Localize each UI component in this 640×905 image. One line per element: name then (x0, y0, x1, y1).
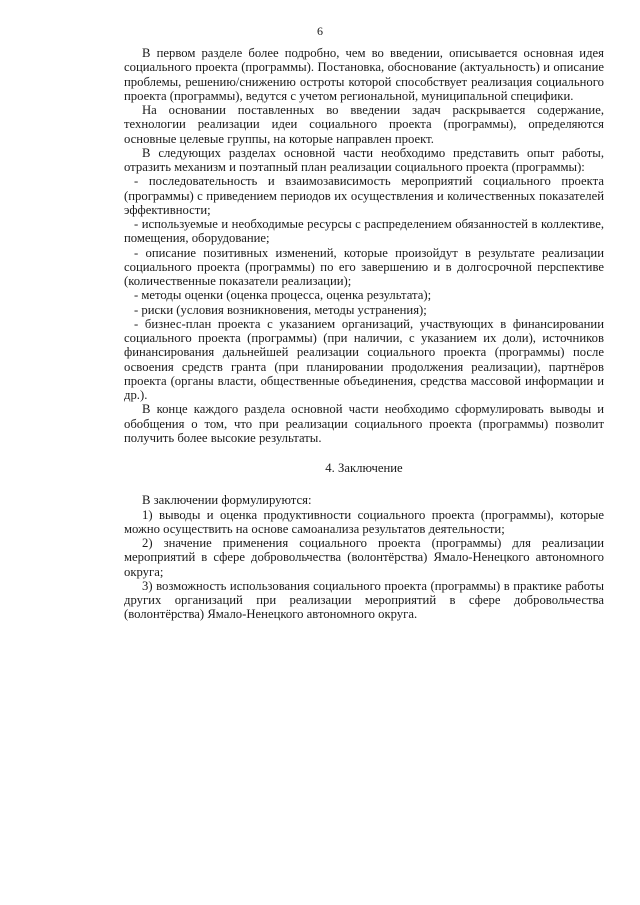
paragraph-tasks: На основании поставленных во введении задач раскрывается содержание, технологии реализации идеи социального проекта (программы), определяются основные целевые группы, на которые направлен проект. (124, 103, 604, 146)
paragraph-intro: В первом разделе более подробно, чем во введении, описывается основная идея социального проекта (программы). Постановка, обоснование (актуальность) и описание проблемы, решению/снижению остроты которой способствует реализация социального проекта (программы), ведутся с учетом региональной, муниципальной специфики. (124, 46, 604, 103)
section-heading-conclusion: 4. Заключение (325, 461, 403, 475)
list-item-sequence: - последовательность и взаимозависимость мероприятий социального проекта (программы) с приведением периодов их осуществления и количественных показателей эффективности; (124, 174, 604, 217)
list-item-evaluation-methods: - методы оценки (оценка процесса, оценка результата); (134, 288, 432, 303)
list-item-positive-changes: - описание позитивных изменений, которые произойдут в результате реализации социального проекта (программы) по его завершению и в долгосрочной перспективе (количественные показатели реализации); (124, 245, 604, 288)
conclusion-intro: В заключении формулируются: (142, 493, 312, 508)
list-item-business-plan: - бизнес-план проекта с указанием организаций, участвующих в финансировании социального проекта (программы) (при наличии, с указанием их доли), источников финансирования дальнейшей реализации социального проекта (программы) после освоения средств гранта (при планировании продолжения реализации), партнёров проекта (органы власти, общественные объединения, средства массовой информации и др.). (124, 316, 604, 402)
main-section-text (124, 46, 604, 622)
paragraph-next-sections: В следующих разделах основной части необходимо представить опыт работы, отразить механизм и поэтапный план реализации социального проекта (программы): (124, 145, 604, 174)
conclusion-item-3: 3) возможность использования социального проекта (программы) в практике работы других организаций при реализации мероприятий в сфере добровольчества (волонтёрства) Ямало-Ненецкого автономного округа. (124, 578, 604, 622)
conclusion-item-1: 1) выводы и оценка продуктивности социального проекта (программы), которые можно осуществить на основе самоанализа результатов деятельности; (124, 507, 604, 536)
paragraph-section-end: В конце каждого раздела основной части необходимо сформулировать выводы и обобщения о том, что при реализации социального проекта (программы) позволит получить более высокие результаты. (124, 402, 604, 445)
list-item-resources: - используемые и необходимые ресурсы с распределением обязанностей в коллективе, помещения, оборудование; (124, 217, 604, 246)
page-number: 6 (317, 24, 323, 38)
list-item-risks: - риски (условия возникновения, методы устранения); (134, 302, 427, 317)
conclusion-item-2: 2) значение применения социального проекта (программы) для реализации мероприятий в сфере добровольчества (волонтёрства) Ямало-Ненецкого автономного округа; (124, 536, 604, 579)
